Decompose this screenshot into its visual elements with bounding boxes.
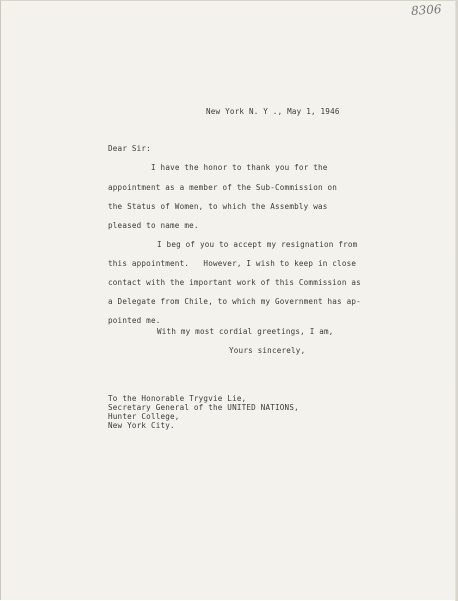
body-line: pleased to name me. — [108, 221, 199, 230]
closing: Yours sincerely, — [229, 346, 306, 355]
body-line: I have the honor to thank you for the — [151, 163, 328, 172]
body-line: appointment as a member of the Sub-Commission on — [108, 183, 338, 192]
body-line: contact with the important work of this Commission as — [108, 278, 361, 287]
addressee-line: New York City. — [108, 421, 175, 430]
body-line: With my most cordial greetings, I am, — [157, 327, 334, 336]
folio-number: 8306 — [411, 1, 443, 19]
addressee-line: Hunter College, — [108, 412, 180, 421]
addressee-line: To the Honorable Trygvie Lie, — [108, 394, 247, 403]
salutation: Dear Sir: — [108, 144, 151, 153]
body-line: a Delegate from Chile, to which my Government has ap- — [108, 297, 361, 306]
dateline: New York N. Y ., May 1, 1946 — [206, 107, 340, 116]
addressee-line: Secretary General of the UNITED NATIONS, — [108, 403, 299, 412]
body-line: the Status of Women, to which the Assembly was — [108, 202, 328, 211]
body-line: this appointment. However, I wish to keep in close — [108, 259, 357, 268]
body-line: I beg of you to accept my resignation from — [157, 240, 358, 249]
body-line: pointed me. — [108, 316, 161, 325]
